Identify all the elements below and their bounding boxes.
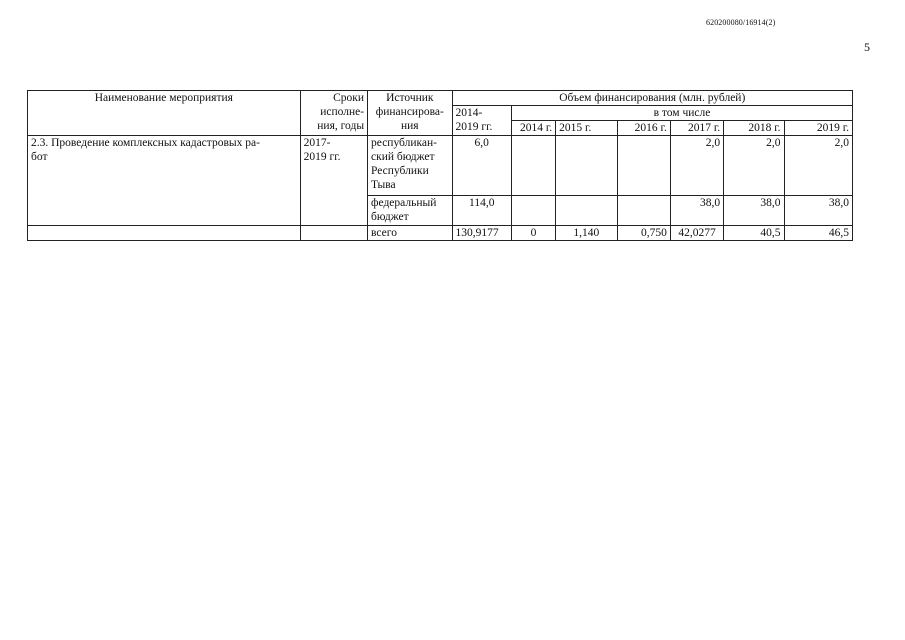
value-2019: 2,0 bbox=[784, 136, 852, 196]
header-terms-line: Сроки bbox=[333, 92, 365, 104]
header-name bbox=[28, 91, 301, 136]
measure-name-line: бот bbox=[31, 151, 48, 163]
header-source-line: финансирова- bbox=[375, 106, 444, 118]
value-2017: 38,0 bbox=[670, 196, 723, 226]
table-row bbox=[28, 136, 853, 196]
header-year: 2015 г. bbox=[556, 121, 617, 136]
total-empty bbox=[28, 226, 301, 241]
value-2014 bbox=[511, 136, 555, 196]
value-2017: 2,0 bbox=[670, 136, 723, 196]
measure-name bbox=[28, 136, 301, 226]
header-total-period-line: 2014- bbox=[455, 107, 483, 119]
page-number: 5 bbox=[864, 40, 870, 54]
value-total: 6,0 bbox=[452, 136, 511, 196]
financing-table bbox=[27, 90, 853, 241]
total-value: 130,9177 bbox=[452, 226, 511, 241]
header-year: 2016 г. bbox=[617, 121, 670, 136]
source-line: Республики bbox=[371, 165, 429, 177]
value-2014 bbox=[511, 196, 555, 226]
value-2015 bbox=[556, 196, 617, 226]
header-volume bbox=[452, 91, 852, 106]
header-volume-text: Объем финансирования (млн. рублей) bbox=[559, 92, 746, 104]
header-source-line: Источник bbox=[386, 92, 434, 104]
source-republican bbox=[368, 136, 453, 196]
header-terms-line: исполне- bbox=[320, 106, 365, 118]
header-source-line: ния bbox=[400, 120, 419, 132]
total-2014: 0 bbox=[511, 226, 555, 241]
total-row bbox=[28, 226, 853, 241]
source-federal bbox=[368, 196, 453, 226]
source-line: ский бюджет bbox=[371, 151, 435, 163]
value-2015 bbox=[556, 136, 617, 196]
source-line: федеральный bbox=[371, 197, 437, 209]
header-terms-line: ния, годы bbox=[317, 120, 365, 132]
header-year: 2014 г. bbox=[511, 121, 555, 136]
header-total-period bbox=[452, 106, 511, 136]
total-2016: 0,750 bbox=[617, 226, 670, 241]
measure-terms-line: 2017- bbox=[303, 137, 331, 149]
total-2015: 1,140 bbox=[556, 226, 617, 241]
header-total-period-line: 2019 гг. bbox=[455, 121, 493, 133]
header-including bbox=[511, 106, 852, 121]
measure-terms-line: 2019 гг. bbox=[303, 151, 341, 163]
value-2016 bbox=[617, 136, 670, 196]
header-source bbox=[368, 91, 453, 136]
value-total: 114,0 bbox=[452, 196, 511, 226]
document-id: 620200080/16914(2) bbox=[706, 18, 776, 27]
source-line: республикан- bbox=[371, 137, 438, 149]
header-name-text: Наименование мероприятия bbox=[94, 92, 233, 104]
total-label: всего bbox=[368, 226, 453, 241]
source-line: бюджет bbox=[371, 211, 409, 223]
total-2017: 42,0277 bbox=[670, 226, 723, 241]
source-line: Тыва bbox=[371, 179, 396, 191]
value-2018: 38,0 bbox=[724, 196, 784, 226]
header-year: 2018 г. bbox=[724, 121, 784, 136]
measure-name-line: 2.3. Проведение комплексных кадастровых ра- bbox=[31, 137, 260, 149]
value-2019: 38,0 bbox=[784, 196, 852, 226]
header-year: 2019 г. bbox=[784, 121, 852, 136]
header-year: 2017 г. bbox=[670, 121, 723, 136]
total-2019: 46,5 bbox=[784, 226, 852, 241]
value-2018: 2,0 bbox=[724, 136, 784, 196]
measure-terms bbox=[300, 136, 367, 226]
value-2016 bbox=[617, 196, 670, 226]
header-including-text: в том числе bbox=[653, 107, 711, 119]
total-empty bbox=[300, 226, 367, 241]
total-2018: 40,5 bbox=[724, 226, 784, 241]
header-terms bbox=[300, 91, 367, 136]
